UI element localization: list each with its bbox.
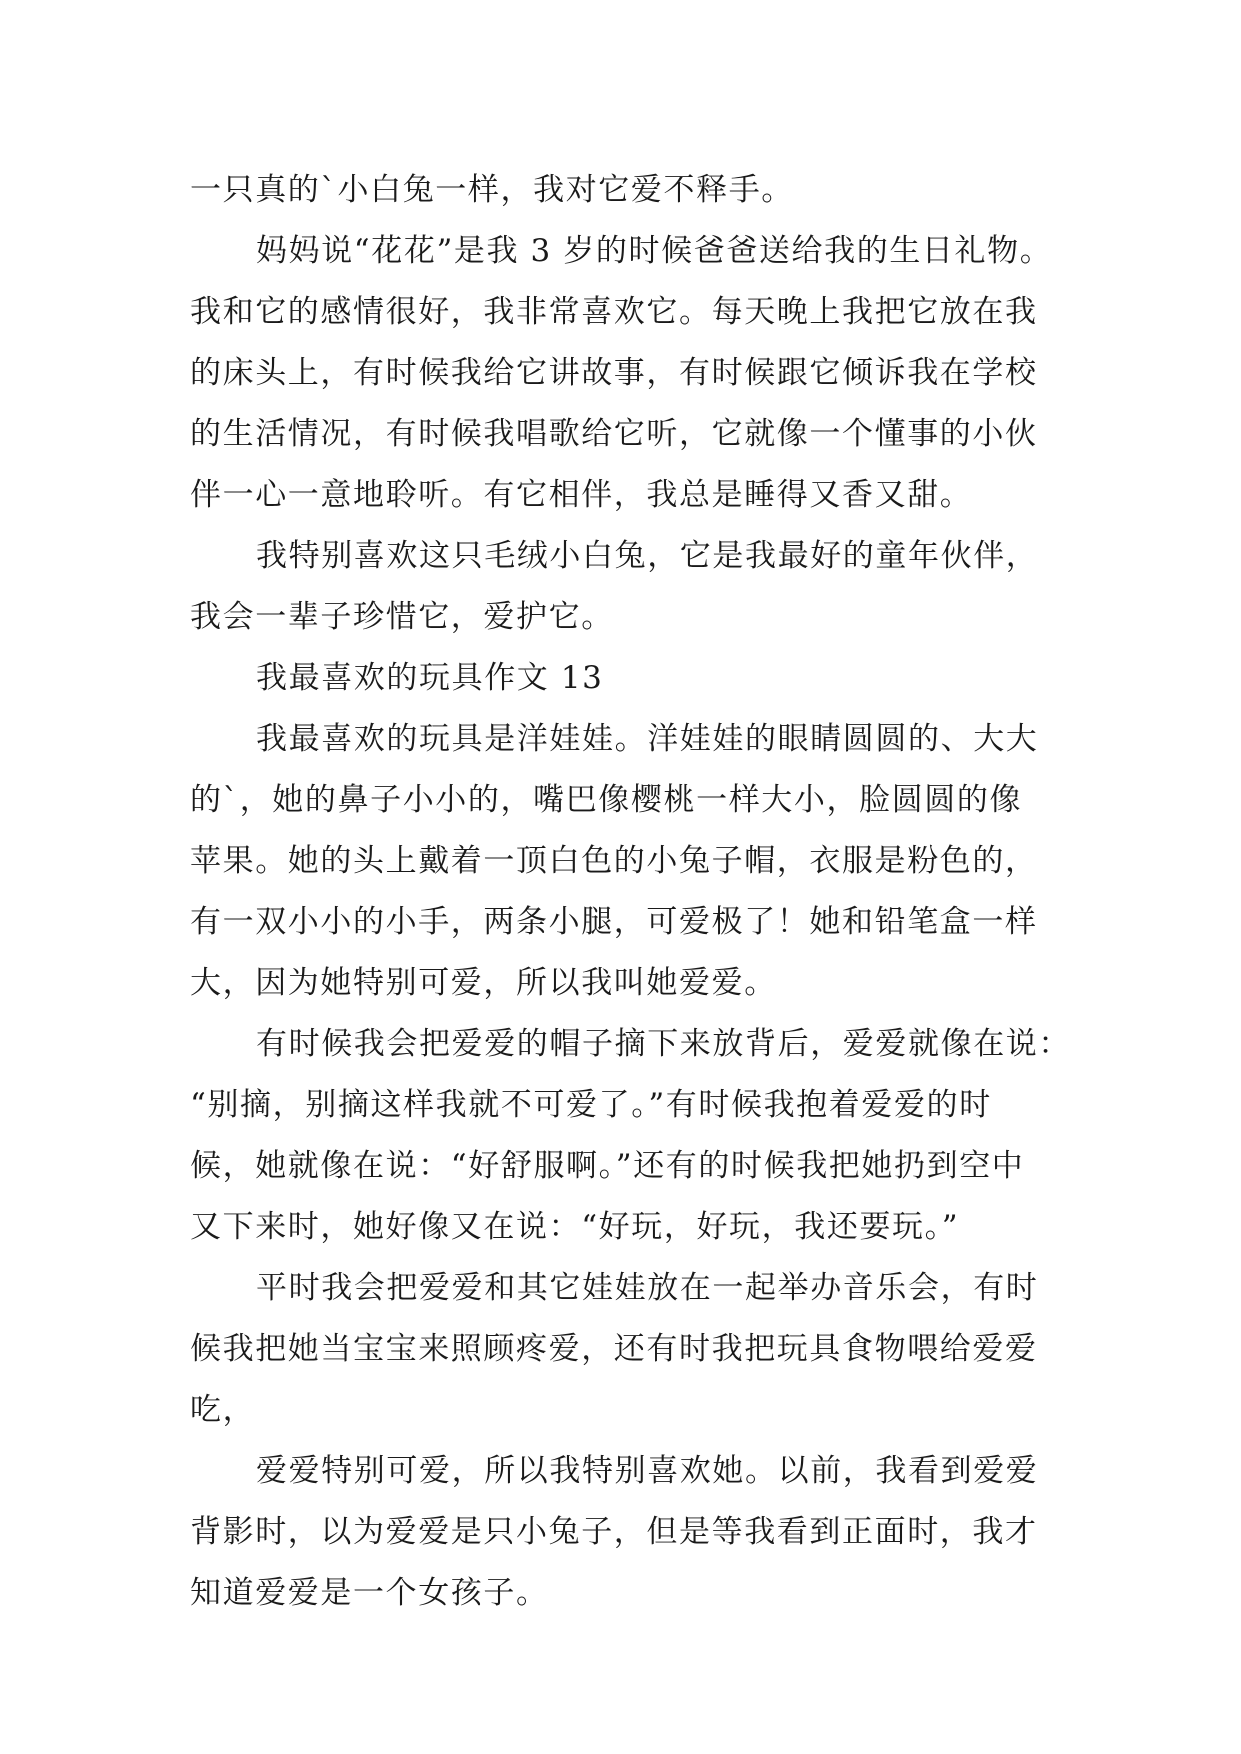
text-line: 背影时，以为爱爱是只小兔子，但是等我看到正面时，我才 <box>190 1514 1038 1550</box>
text-line: 的生活情况，有时候我唱歌给它听，它就像一个懂事的小伙 <box>190 416 1038 452</box>
text-line: 候，她就像在说：“好舒服啊。”还有的时候我把她扔到空中 <box>190 1148 1025 1184</box>
text-line: 的`，她的鼻子小小的，嘴巴像樱桃一样大小，脸圆圆的像 <box>190 782 1023 818</box>
text-line: 候我把她当宝宝来照顾疼爱，还有时我把玩具食物喂给爱爱 <box>190 1331 1038 1367</box>
section-heading: 我最喜欢的玩具作文 13 <box>256 660 604 696</box>
text-line: 大，因为她特别可爱，所以我叫她爱爱。 <box>190 965 777 1001</box>
text-line: 有一双小小的小手，两条小腿，可爱极了！她和铅笔盒一样 <box>190 904 1038 940</box>
text-line: 爱爱特别可爱，所以我特别喜欢她。以前，我看到爱爱 <box>256 1453 1039 1489</box>
text-line: 吃， <box>190 1392 256 1428</box>
document-body <box>190 160 1071 1624</box>
text-line: 伴一心一意地聆听。有它相伴，我总是睡得又香又甜。 <box>190 477 973 513</box>
text-line: 我特别喜欢这只毛绒小白兔，它是我最好的童年伙伴， <box>256 538 1039 574</box>
text-line: 知道爱爱是一个女孩子。 <box>190 1575 549 1611</box>
text-line: 的床头上，有时候我给它讲故事，有时候跟它倾诉我在学校 <box>190 355 1038 391</box>
text-line: 我会一辈子珍惜它，爱护它。 <box>190 599 614 635</box>
text-line: 我最喜欢的玩具是洋娃娃。洋娃娃的眼睛圆圆的、大大 <box>256 721 1039 757</box>
text-line: 我和它的感情很好，我非常喜欢它。每天晚上我把它放在我 <box>190 294 1038 330</box>
text-line: 又下来时，她好像又在说：“好玩，好玩，我还要玩。” <box>190 1209 960 1245</box>
text-line: “别摘，别摘这样我就不可爱了。”有时候我抱着爱爱的时 <box>190 1087 992 1123</box>
text-line: 有时候我会把爱爱的帽子摘下来放背后，爱爱就像在说： <box>256 1026 1071 1062</box>
text-line: 一只真的`小白兔一样，我对它爱不释手。 <box>190 172 794 208</box>
text-line: 妈妈说“花花”是我 3 岁的时候爸爸送给我的生日礼物。 <box>256 233 1053 269</box>
text-line: 苹果。她的头上戴着一顶白色的小兔子帽，衣服是粉色的， <box>190 843 1038 879</box>
text-line: 平时我会把爱爱和其它娃娃放在一起举办音乐会，有时 <box>256 1270 1039 1306</box>
